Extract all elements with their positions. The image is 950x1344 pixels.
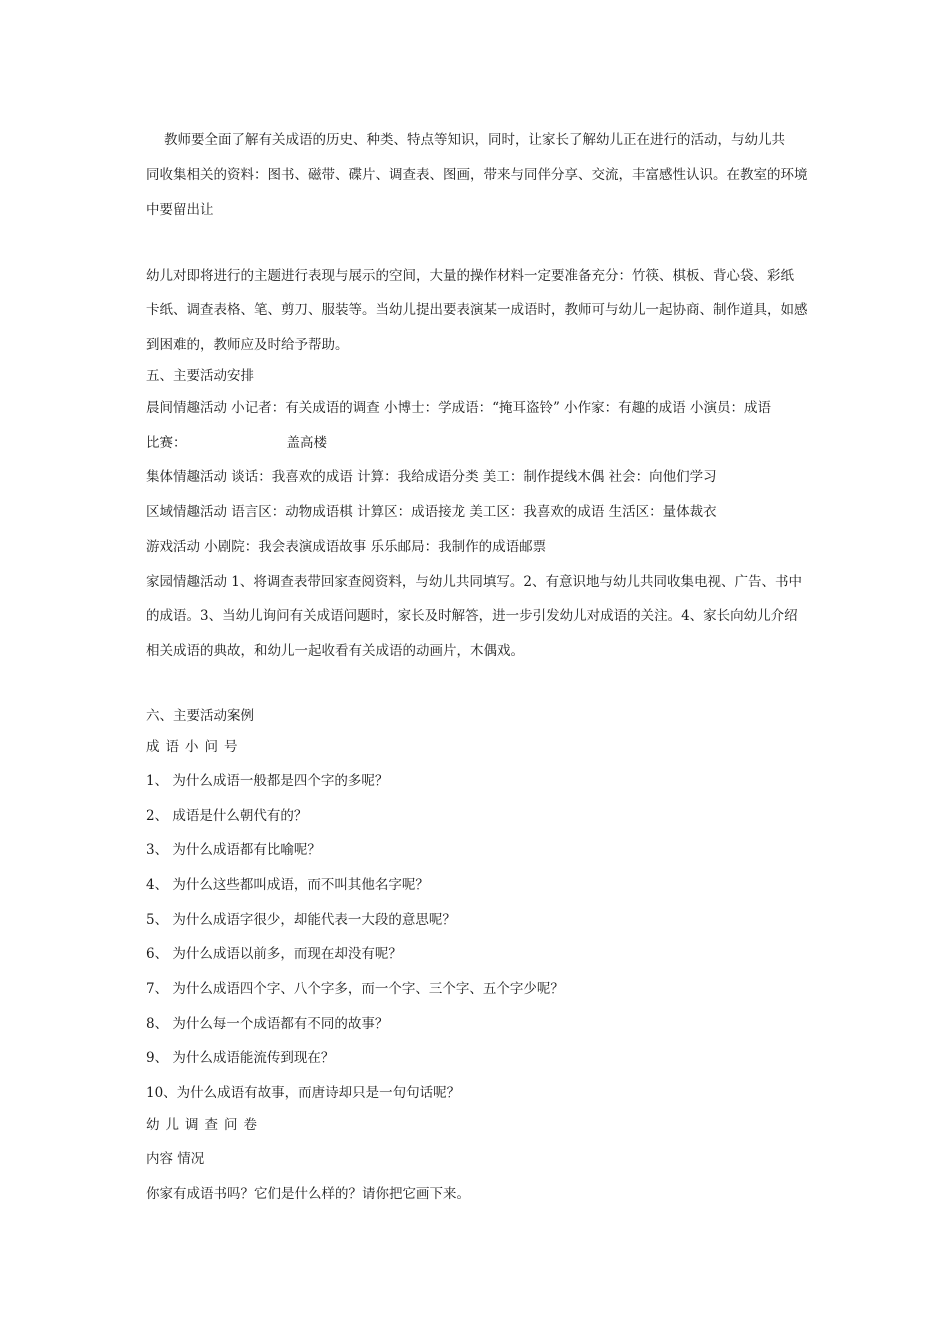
question-item: 6、 为什么成语以前多，而现在却没有呢？ <box>146 946 402 962</box>
family-activity-line-2: 的成语。3、当幼儿询问有关成语问题时，家长及时解答，进一步引发幼儿对成语的关注。4、家长向幼儿介绍 <box>146 608 798 624</box>
intro-line-1: 教师要全面了解有关成语的历史、种类、特点等知识，同时，让家长了解幼儿正在进行的活动，与幼儿共 <box>164 132 785 148</box>
question-item: 5、 为什么成语字很少，却能代表一大段的意思呢？ <box>146 912 456 928</box>
family-activity-line-1: 家园情趣活动 1、将调查表带回家查阅资料，与幼儿共同填写。2、有意识地与幼儿共同收集电视、广告、书中 <box>146 574 802 590</box>
questions-subtitle: 成语小问号 <box>146 739 244 755</box>
question-item: 2、 成语是什么朝代有的？ <box>146 808 308 824</box>
morning-activity-label: 比赛： <box>146 435 187 451</box>
materials-line-2: 卡纸、调查表格、笔、剪刀、服装等。当幼儿提出要表演某一成语时，教师可与幼儿一起协商、制作道具，如感 <box>146 302 808 318</box>
materials-line-3: 到困难的，教师应及时给予帮助。 <box>146 337 349 353</box>
materials-line-1: 幼儿对即将进行的主题进行表现与展示的空间，大量的操作材料一定要准备充分：竹筷、棋板、背心袋、彩纸 <box>146 268 794 284</box>
survey-question: 你家有成语书吗？它们是什么样的？请你把它画下来。 <box>146 1186 470 1202</box>
question-item: 4、 为什么这些都叫成语，而不叫其他名字呢？ <box>146 877 429 893</box>
section6-heading: 六、主要活动案例 <box>146 708 254 724</box>
survey-header: 内容 情况 <box>146 1151 205 1167</box>
survey-title: 幼儿调查问卷 <box>146 1117 263 1133</box>
intro-line-3: 中要留出让 <box>146 202 214 218</box>
morning-activity-line-2 <box>146 431 327 451</box>
game-activity: 游戏活动 小剧院：我会表演成语故事 乐乐邮局：我制作的成语邮票 <box>146 539 547 555</box>
morning-activity-item: 盖高楼 <box>286 435 327 451</box>
question-item: 10、为什么成语有故事，而唐诗却只是一句句话呢？ <box>146 1085 461 1101</box>
area-activity: 区域情趣活动 语言区：动物成语棋 计算区：成语接龙 美工区：我喜欢的成语 生活区：量体裁衣 <box>146 504 717 520</box>
intro-line-2: 同收集相关的资料：图书、磁带、碟片、调查表、图画，带来与同伴分享、交流，丰富感性认识。在教室的环境 <box>146 167 808 183</box>
morning-activity-line-1: 晨间情趣活动 小记者：有关成语的调查 小博士：学成语：“掩耳盗铃” 小作家：有趣的成语 小演员：成语 <box>146 400 771 416</box>
group-activity: 集体情趣活动 谈话：我喜欢的成语 计算：我给成语分类 美工：制作提线木偶 社会：向他们学习 <box>146 469 717 485</box>
question-item: 7、 为什么成语四个字、八个字多，而一个字、三个字、五个字少呢？ <box>146 981 564 997</box>
question-item: 8、 为什么每一个成语都有不同的故事？ <box>146 1016 389 1032</box>
section5-heading: 五、主要活动安排 <box>146 368 254 384</box>
family-activity-line-3: 相关成语的典故，和幼儿一起收看有关成语的动画片，木偶戏。 <box>146 643 524 659</box>
question-item: 3、 为什么成语都有比喻呢？ <box>146 842 321 858</box>
question-item: 1、 为什么成语一般都是四个字的多呢？ <box>146 773 389 789</box>
question-item: 9、 为什么成语能流传到现在？ <box>146 1050 335 1066</box>
